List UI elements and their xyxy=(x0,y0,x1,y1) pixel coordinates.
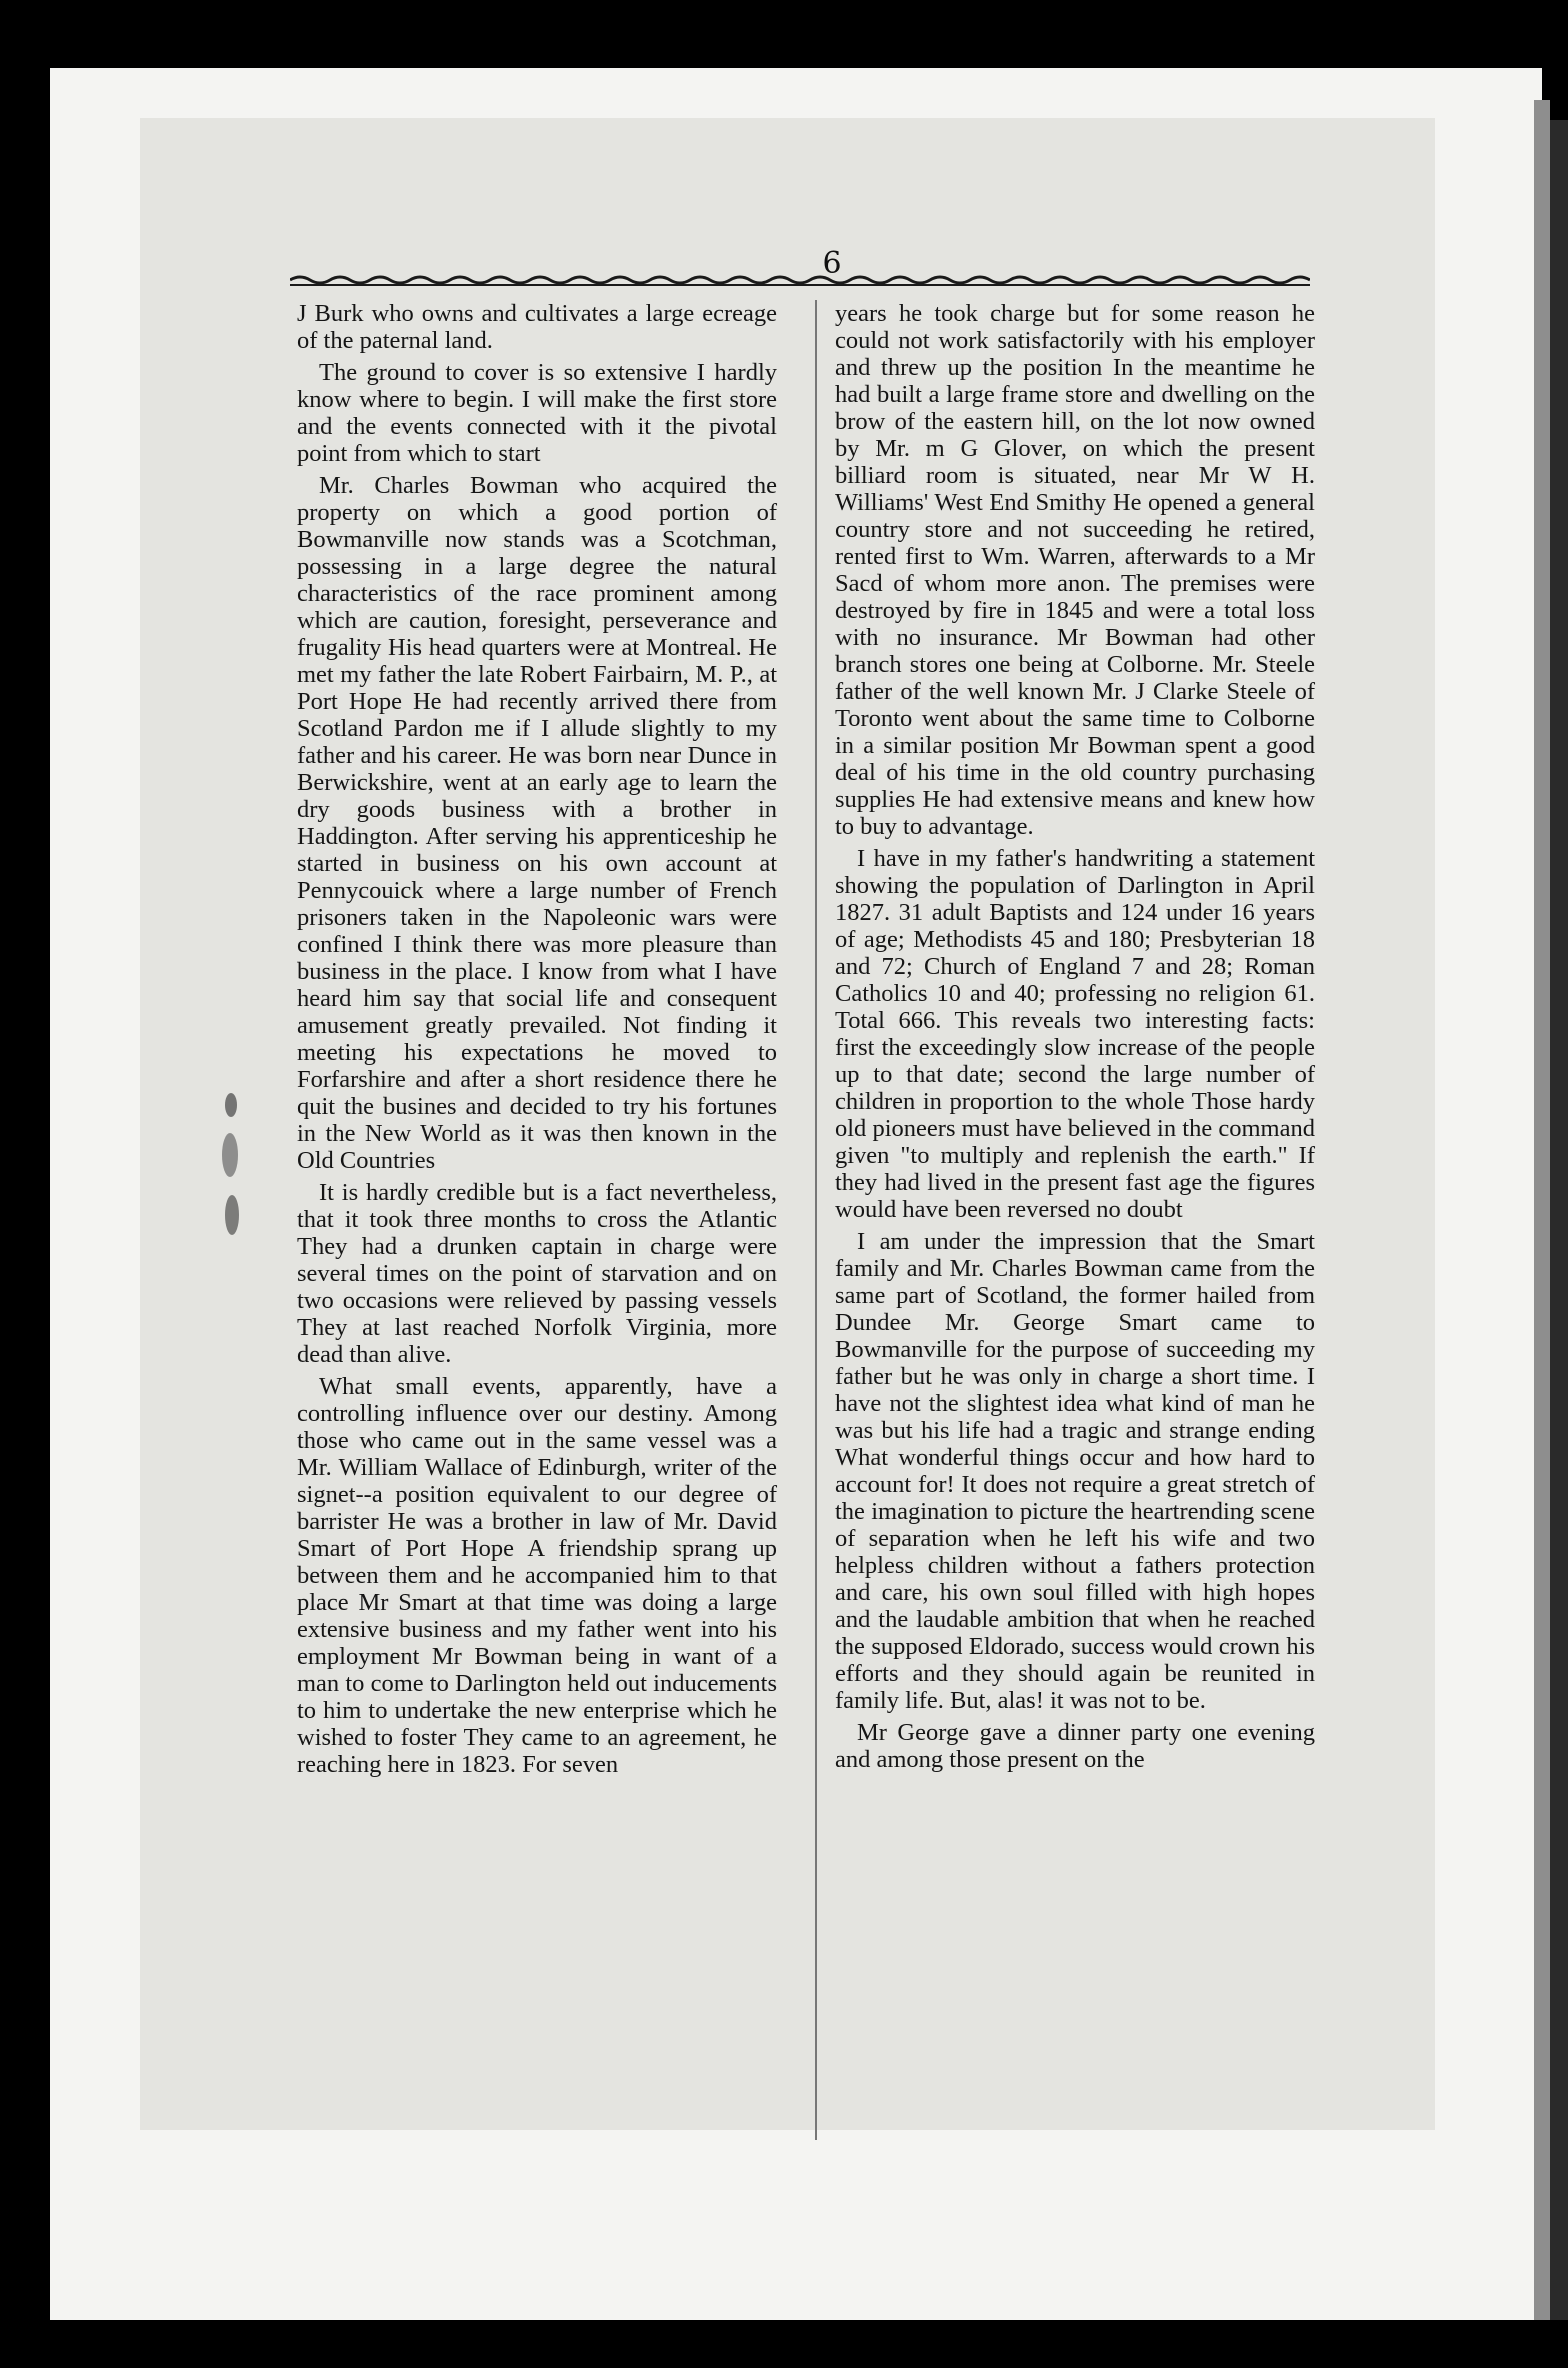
paragraph: I am under the impression that the Smart family and Mr. Charles Bowman came from the same part of Scotland, the former hailed from Dundee Mr. George Smart came to Bowmanville for the purpose of succeeding my father but he was only in charge a short time. I have not the slightest idea what kind of man he was but his life had a tragic and strange ending What wonderful things occur and how hard to account for! It does not require a great stretch of the imagination to picture the heartrending scene of separation when he left his wife and two helpless children without a fathers protection and care, his own soul filled with high hopes and the laudable ambition that when he reached the supposed Eldorado, success would crown his efforts and they should again be reunited in family life. But, alas! it was not to be. xyxy=(835,1228,1315,1714)
paragraph: Mr George gave a dinner party one evening and among those present on the xyxy=(835,1719,1315,1773)
paragraph: It is hardly credible but is a fact nevertheless, that it took three months to cross the Atlantic They had a drunken captain in charge were several times on the point of starvation and on two occasions were relieved by passing vessels They at last reached Norfolk Virginia, more dead than alive. xyxy=(297,1179,777,1368)
paragraph: What small events, apparently, have a controlling influence over our destiny. Among those who came out in the same vessel was a Mr. William Wallace of Edinburgh, writer of the signet--a position equivalent to our degree of barrister He was a brother in law of Mr. David Smart of Port Hope A friendship sprang up between them and he accompanied him to that place Mr Smart at that time was doing a large extensive business and my father went into his employment Mr Bowman being in want of a man to come to Darlington held out inducements to him to undertake the new enterprise which he wished to foster They came to an agreement, he reaching here in 1823. For seven xyxy=(297,1373,777,1778)
right-column xyxy=(835,300,1315,1778)
paragraph: Mr. Charles Bowman who acquired the property on which a good portion of Bowmanville now stands was a Scotchman, possessing in a large degree the natural characteristics of the race prominent among which are caution, foresight, perseverance and frugality His head quarters were at Montreal. He met my father the late Robert Fairbairn, M. P., at Port Hope He had recently arrived there from Scotland Pardon me if I allude slightly to my father and his career. He was born near Dunce in Berwickshire, went at an early age to learn the dry goods business with a brother in Haddington. After serving his apprenticeship he started in business on his own account at Pennycouick where a large number of French prisoners taken in the Napoleonic wars were confined I think there was more pleasure than business in the place. I know from what I have heard him say that social life and consequent amusement greatly prevailed. Not finding it meeting his expectations he moved to Forfarshire and after a short residence there he quit the busines and decided to try his fortunes in the New World as it was then known in the Old Countries xyxy=(297,472,777,1174)
scan-shadow xyxy=(1550,120,1568,2320)
ink-smudge xyxy=(218,1085,244,1255)
page-number: 6 xyxy=(822,246,842,281)
paragraph: I have in my father's handwriting a statement showing the population of Darlington in April 1827. 31 adult Baptists and 124 under 16 years of age; Methodists 45 and 180; Presbyterian 18 and 72; Church of England 7 and 28; Roman Catholics 10 and 40; professing no religion 61. Total 666. This reveals two interesting facts: first the exceedingly slow increase of the people up to that date; second the large number of children in proportion to the whole Those hardy old pioneers must have believed in the command given "to multiply and replenish the earth." If they had lived in the present fast age the figures would have been reversed no doubt xyxy=(835,845,1315,1223)
paragraph: The ground to cover is so extensive I hardly know where to begin. I will make the first store and the events connected with it the pivotal point from which to start xyxy=(297,359,777,467)
paragraph: years he took charge but for some reason he could not work satisfactorily with his employer and threw up the position In the meantime he had built a large frame store and dwelling on the brow of the eastern hill, on the lot now owned by Mr. m G Glover, on which the present billiard room is situated, near Mr W H. Williams' West End Smithy He opened a general country store and not succeeding he retired, rented first to Wm. Warren, afterwards to a Mr Sacd of whom more anon. The premises were destroyed by fire in 1845 and were a total loss with no insurance. Mr Bowman had other branch stores one being at Colborne. Mr. Steele father of the well known Mr. J Clarke Steele of Toronto went about the same time to Colborne in a similar position Mr Bowman spent a good deal of his time in the old country purchasing supplies He had extensive means and knew how to buy to advantage. xyxy=(835,300,1315,840)
paragraph: J Burk who owns and cultivates a large ecreage of the paternal land. xyxy=(297,300,777,354)
left-column xyxy=(297,300,777,1783)
adjacent-page-edge xyxy=(1534,100,1550,2320)
column-divider xyxy=(815,300,817,2140)
decorative-wavy-rule xyxy=(290,270,1310,292)
